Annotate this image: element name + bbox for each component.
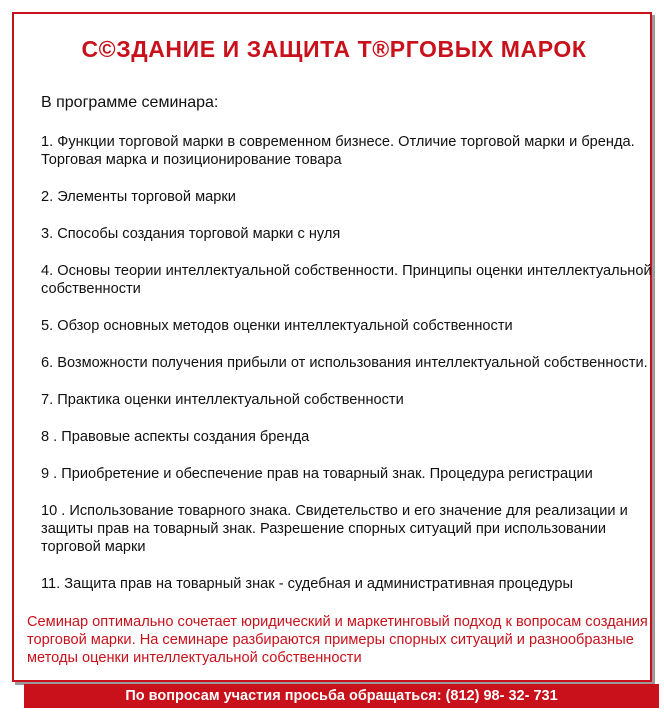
list-item: 9 . Приобретение и обеспечение прав на товарный знак. Процедура регистрации: [41, 466, 593, 482]
list-item: 6. Возможности получения прибыли от использования интеллектуальной собственности.: [41, 355, 648, 371]
list-item: 4. Основы теории интеллектуальной собственности. Принципы оценки интеллектуальной собственности: [41, 263, 652, 297]
program-list: [41, 133, 656, 612]
list-item: 8 . Правовые аспекты создания бренда: [41, 429, 310, 445]
list-item: 1. Функции торговой марки в современном бизнесе. Отличие торговой марки и бренда. Торговая марка и позиционирование товара: [41, 134, 635, 168]
seminar-card: [12, 12, 652, 682]
list-item: 11. Защита прав на товарный знак - судебная и административная процедуры: [41, 576, 573, 592]
seminar-summary: Семинар оптимально сочетает юридический и маркетинговый подход к вопросам создания торговой марки. На семинаре разбираются примеры спорных ситуаций и разнообразные методы оценки интеллектуальной собственности: [27, 614, 648, 666]
list-item: 7. Практика оценки интеллектуальной собственности: [41, 392, 404, 408]
program-intro: В программе семинара:: [41, 94, 219, 111]
list-item: 2. Элементы торговой марки: [41, 189, 236, 205]
list-item: 3. Способы создания торговой марки с нуля: [41, 226, 341, 242]
list-item: 10 . Использование товарного знака. Свидетельство и его значение для реализации и защиты прав на товарный знак. Разрешение спорных ситуаций при использовании торговой марки: [41, 503, 628, 555]
list-item: 5. Обзор основных методов оценки интеллектуальной собственности: [41, 318, 513, 334]
contact-bar: По вопросам участия просьба обращаться: (812) 98- 32- 731: [24, 684, 659, 708]
page-title: С©ЗДАНИЕ И ЗАЩИТА Т®РГОВЫХ МАРОК: [81, 36, 587, 62]
